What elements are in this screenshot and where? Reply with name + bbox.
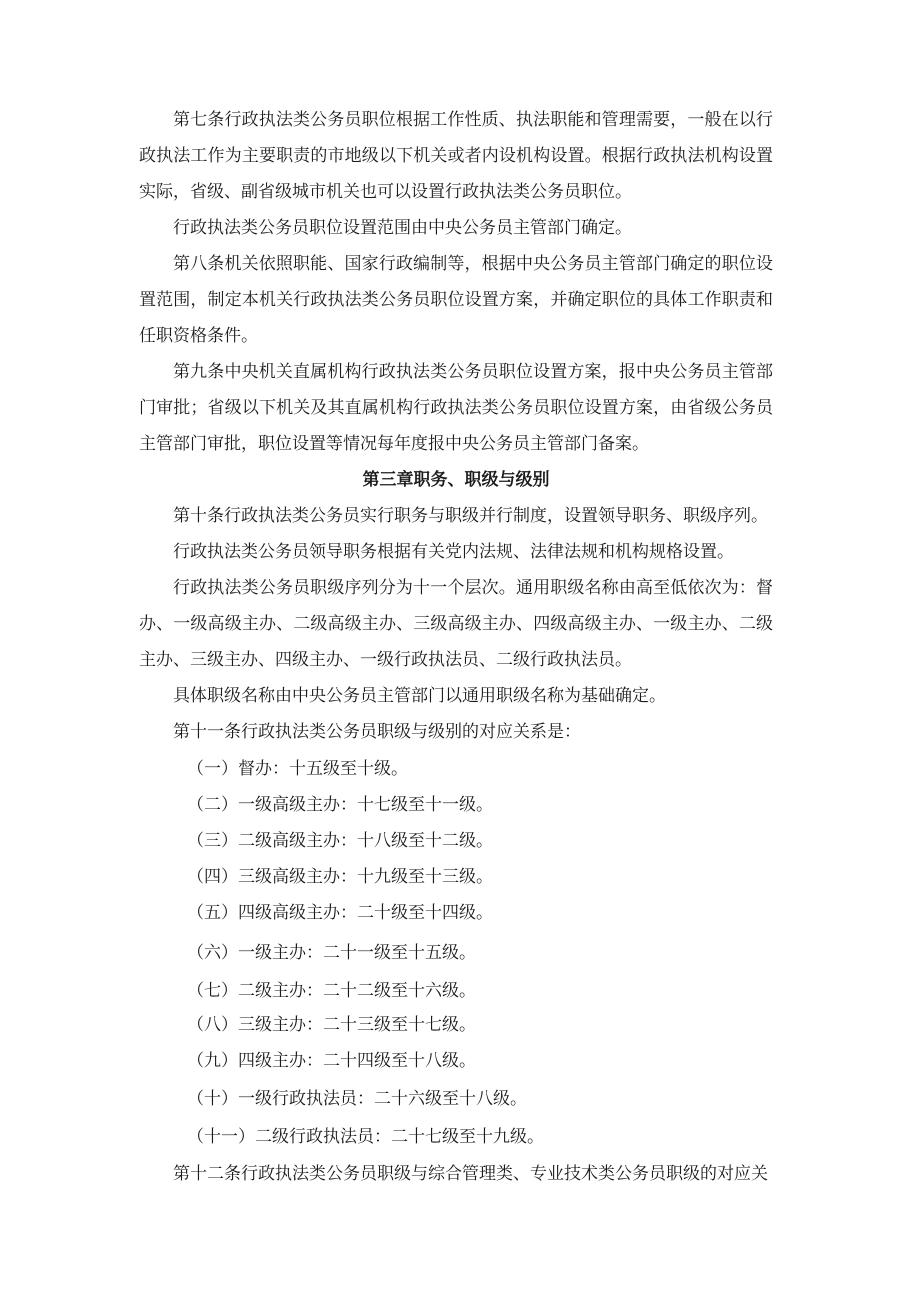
rank-level-item: （二）一级高级主办：十七级至十一级。 (187, 795, 493, 815)
rank-level-item: （五）四级高级主办：二十级至十四级。 (187, 903, 493, 923)
rank-level-item: （四）三级高级主办：十九级至十三级。 (187, 867, 493, 887)
rank-level-item: （七）二级主办：二十二级至十六级。 (187, 981, 476, 1001)
rank-level-item: （一）督办：十五级至十级。 (187, 759, 408, 779)
article-10-paragraph: 第十条行政执法类公务员实行职务与职级并行制度，设置领导职务、职级序列。 (173, 506, 768, 526)
article-7-scope-paragraph: 行政执法类公务员职位设置范围由中央公务员主管部门确定。 (173, 218, 632, 238)
rank-level-item: （十一）二级行政执法员：二十七级至十九级。 (187, 1127, 544, 1147)
rank-level-item: （八）三级主办：二十三级至十七级。 (187, 1015, 476, 1035)
article-9-paragraph: 第九条中央机关直属机构行政执法类公务员职位设置方案，报中央公务员主管部门审批；省级以下机关及其直属机构行政执法类公务员职位设置方案，由省级公务员主管部门审批，职位设置等情况每年度报中央公务员主管部门备案。 (139, 362, 773, 454)
article-12-paragraph: 第十二条行政执法类公务员职级与综合管理类、专业技术类公务员职级的对应关 (173, 1164, 768, 1184)
rank-level-item: （十）一级行政执法员：二十六级至十八级。 (187, 1089, 527, 1109)
article-11-paragraph: 第十一条行政执法类公务员职级与级别的对应关系是： (173, 722, 581, 742)
rank-level-item: （三）二级高级主办：十八级至十二级。 (187, 831, 493, 851)
rank-sequence-paragraph: 行政执法类公务员职级序列分为十一个层次。通用职级名称由高至低依次为：督办、一级高级主办、二级高级主办、三级高级主办、四级高级主办、一级主办、二级主办、三级主办、四级主办、一级行政执法员、二级行政执法员。 (139, 578, 773, 670)
chapter-3-heading: 第三章职务、职级与级别 (362, 470, 550, 490)
rank-level-item: （九）四级主办：二十四级至十八级。 (187, 1051, 476, 1071)
rank-level-item: （六）一级主办：二十一级至十五级。 (187, 943, 476, 963)
rank-names-paragraph: 具体职级名称由中央公务员主管部门以通用职级名称为基础确定。 (173, 686, 666, 706)
article-7-paragraph: 第七条行政执法类公务员职位根据工作性质、执法职能和管理需要，一般在以行政执法工作为主要职责的市地级以下机关或者内设机构设置。根据行政执法机构设置实际，省级、副省级城市机关也可以设置行政执法类公务员职位。 (139, 110, 773, 202)
leadership-positions-paragraph: 行政执法类公务员领导职务根据有关党内法规、法律法规和机构规格设置。 (173, 542, 734, 562)
article-8-paragraph: 第八条机关依照职能、国家行政编制等，根据中央公务员主管部门确定的职位设置范围，制定本机关行政执法类公务员职位设置方案，并确定职位的具体工作职责和任职资格条件。 (139, 254, 773, 346)
